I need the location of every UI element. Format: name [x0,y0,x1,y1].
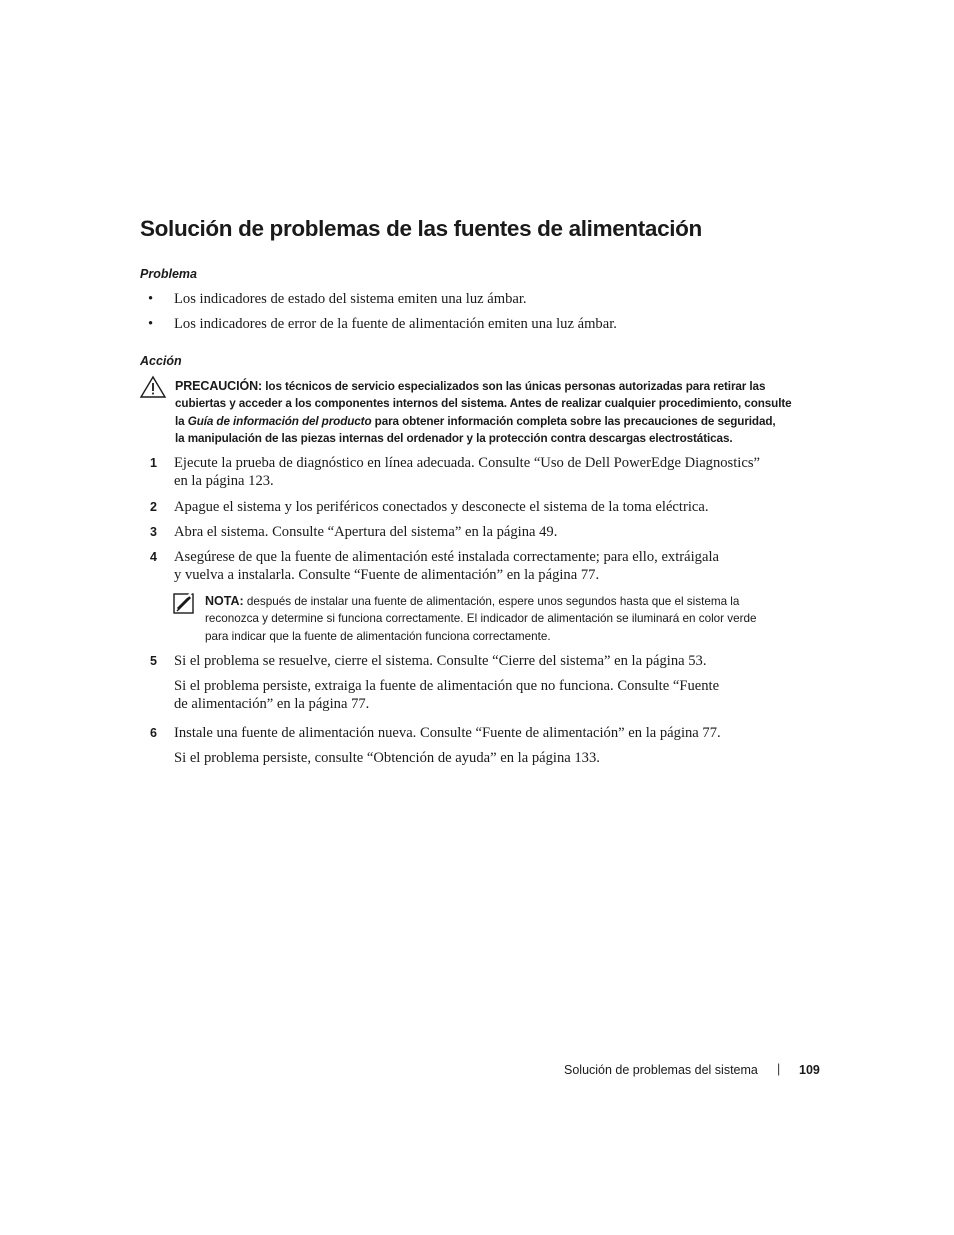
bullet-marker: • [148,291,154,307]
caution-label: PRECAUCIÓN: [175,379,263,393]
caution-text: para obtener información completa sobre las precauciones de seguridad, [371,414,776,428]
bullet-marker: • [148,316,154,332]
problem-item: Los indicadores de error de la fuente de alimentación emiten una luz ámbar. [174,316,617,332]
caution-line: los técnicos de servicio especializados son las únicas personas autorizadas para retirar las [265,380,766,393]
note-line: después de instalar una fuente de alimentación, espere unos segundos hasta que el sistema la [246,595,740,608]
step-number: 2 [150,500,157,514]
step-number: 6 [150,726,157,740]
step-followup: Si el problema persiste, consulte “Obtención de ayuda” en la página 133. [174,750,600,766]
problem-item: Los indicadores de estado del sistema emiten una luz ámbar. [174,291,527,307]
step-text: Instale una fuente de alimentación nueva. Consulte “Fuente de alimentación” en la página 77. [174,725,721,741]
caution-text: la [175,414,188,428]
action-heading: Acción [140,354,182,368]
note-block [205,593,757,645]
step-number: 5 [150,654,157,668]
page-title: Solución de problemas de las fuentes de alimentación [140,216,702,241]
step-text: en la página 123. [174,473,274,489]
note-line: para indicar que la fuente de alimentación funciona correctamente. [205,629,551,643]
step-number: 1 [150,456,157,470]
warning-triangle-icon [139,375,167,399]
caution-block [175,378,792,447]
pencil-note-icon [173,592,195,614]
page-number: 109 [799,1063,820,1077]
step-text: Apague el sistema y los periféricos conectados y desconecte el sistema de la toma eléctrica. [174,499,709,515]
step-number: 3 [150,525,157,539]
note-label: NOTA: [205,594,244,608]
step-text: Si el problema se resuelve, cierre el sistema. Consulte “Cierre del sistema” en la página 53. [174,653,707,669]
footer-separator: | [777,1062,781,1076]
step-text: Ejecute la prueba de diagnóstico en línea adecuada. Consulte “Uso de Dell PowerEdge Diagnostics” [174,455,760,471]
caution-line: cubiertas y acceder a los componentes internos del sistema. Antes de realizar cualquier procedimiento, consulte [175,397,792,411]
footer-section-title: Solución de problemas del sistema [564,1063,758,1077]
step-followup: Si el problema persiste, extraiga la fuente de alimentación que no funciona. Consulte “Fuente [174,678,720,694]
step-number: 4 [150,550,157,564]
step-text: y vuelva a instalarla. Consulte “Fuente de alimentación” en la página 77. [174,567,600,583]
step-followup: de alimentación” en la página 77. [174,696,370,712]
caution-line: la manipulación de las piezas internas del ordenador y la protección contra descargas electrostáticas. [175,431,733,445]
problem-heading: Problema [140,267,197,281]
step-text: Abra el sistema. Consulte “Apertura del sistema” en la página 49. [174,524,558,540]
note-line: reconozca y determine si funciona correctamente. El indicador de alimentación se iluminará en color verde [205,612,757,626]
product-guide-title: Guía de información del producto [187,414,372,428]
step-text: Asegúrese de que la fuente de alimentación esté instalada correctamente; para ello, extráigala [174,549,719,565]
